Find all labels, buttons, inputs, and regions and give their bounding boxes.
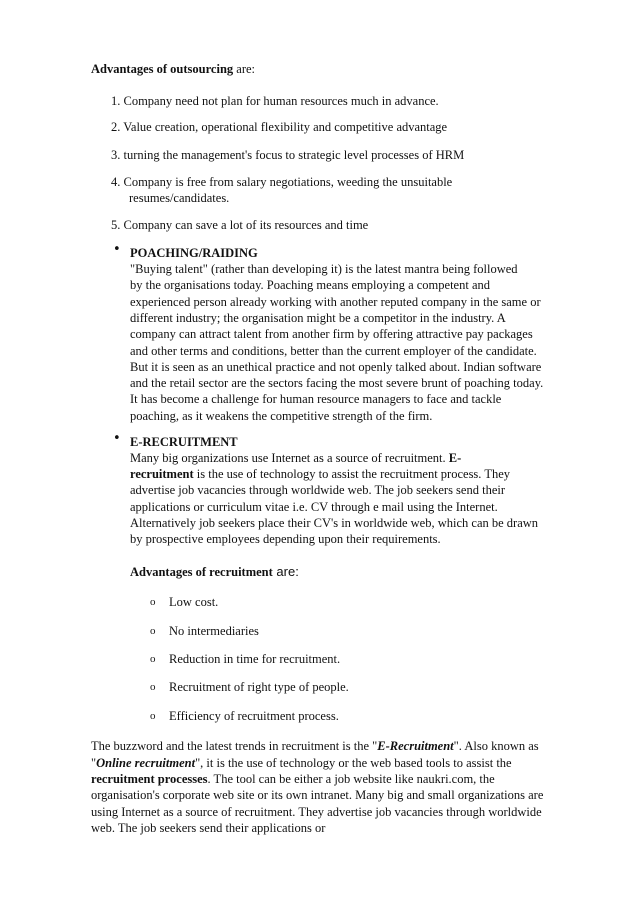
poaching-line: experienced person already working with another reputed company in the same or [130, 295, 541, 309]
closing-line-1c: ". Also known as [453, 739, 539, 753]
poaching-title: POACHING/RAIDING [130, 246, 258, 260]
poaching-line: It has become a challenge for human resource managers to face and tackle [130, 392, 502, 406]
closing-line-2 [91, 755, 512, 772]
closing-line-3a: recruitment processes [91, 772, 208, 786]
outsourcing-point-5: 5. Company can save a lot of its resources and time [111, 218, 369, 232]
sub-bullet: o [150, 625, 156, 637]
recruitment-advantages-heading-rest: are: [272, 564, 299, 579]
recruitment-advantage-item: Low cost. [169, 595, 219, 609]
poaching-line: poaching, as it weakens the competitive strength of the firm. [130, 409, 433, 423]
erecruitment-bullet: • [113, 431, 121, 446]
closing-line-2a: " [91, 756, 97, 770]
recruitment-advantage-item: No intermediaries [169, 624, 259, 638]
closing-line: web. The job seekers send their applications or [91, 821, 326, 835]
closing-line-3 [91, 771, 495, 788]
outsourcing-point-4: 4. Company is free from salary negotiations, weeding the unsuitable [111, 175, 453, 189]
erecruitment-line-2a: recruitment [130, 467, 194, 481]
poaching-line: and other terms and conditions, better than the current employer of the candidate. [130, 344, 537, 358]
closing-line: using Internet as a source of recruitment. They advertise job vacancies through worldwide [91, 805, 542, 819]
erecruitment-line-1a: Many big organizations use Internet as a source of recruitment. [130, 451, 449, 465]
erecruitment-line: applications or curriculum vitae i.e. CV through e mail using the Internet. [130, 500, 498, 514]
outsourcing-point-3: 3. turning the management's focus to strategic level processes of HRM [111, 148, 465, 162]
closing-line-2c: ", it is the use of technology or the web based tools to assist the [195, 756, 512, 770]
closing-line-1a: The buzzword and the latest trends in recruitment is the " [91, 739, 378, 753]
closing-line: organisation's corporate web site or its own intranet. Many big and small organizations are [91, 788, 544, 802]
closing-line-1 [91, 738, 539, 755]
outsourcing-point-4-cont: resumes/candidates. [129, 191, 230, 205]
poaching-line: "Buying talent" (rather than developing it) is the latest mantra being followed [130, 262, 518, 276]
outsourcing-heading-bold: Advantages of outsourcing [91, 62, 234, 76]
outsourcing-heading [91, 61, 255, 78]
erecruitment-line: Alternatively job seekers place their CV's in worldwide web, which can be drawn [130, 516, 539, 530]
sub-bullet: o [150, 710, 156, 722]
recruitment-advantages-heading-bold: Advantages of recruitment [130, 565, 273, 579]
closing-line-1b: E-Recruitment [377, 739, 454, 753]
erecruitment-title: E-RECRUITMENT [130, 435, 238, 449]
poaching-line: different industry; the organisation might be a competitor in the industry. A [130, 311, 506, 325]
recruitment-advantages-heading [130, 563, 299, 581]
erecruitment-line-1 [130, 450, 461, 467]
poaching-line: But it is seen as an unethical practice and not openly talked about. Indian software [130, 360, 542, 374]
outsourcing-point-2: 2. Value creation, operational flexibility and competitive advantage [111, 120, 448, 134]
poaching-line: by the organisations today. Poaching means employing a competent and [130, 278, 490, 292]
poaching-bullet: • [113, 242, 121, 257]
sub-bullet: o [150, 653, 156, 665]
recruitment-advantage-item: Recruitment of right type of people. [169, 680, 349, 694]
erecruitment-line-2 [130, 466, 510, 483]
recruitment-advantage-item: Efficiency of recruitment process. [169, 709, 339, 723]
sub-bullet: o [150, 596, 156, 608]
outsourcing-heading-rest: are: [233, 62, 256, 76]
erecruitment-line: by prospective employees depending upon their requirements. [130, 532, 441, 546]
erecruitment-line-2b: is the use of technology to assist the recruitment process. They [193, 467, 511, 481]
closing-line-2b: Online recruitment [96, 756, 196, 770]
poaching-line: company can attract talent from another firm by offering attractive pay packages [130, 327, 533, 341]
erecruitment-line: advertise job vacancies through worldwide web. The job seekers send their [130, 483, 505, 497]
outsourcing-point-1: 1. Company need not plan for human resources much in advance. [111, 94, 439, 108]
erecruitment-line-1b: E- [448, 451, 462, 465]
closing-line-3b: . The tool can be either a job website like naukri.com, the [207, 772, 495, 786]
recruitment-advantage-item: Reduction in time for recruitment. [169, 652, 341, 666]
poaching-line: and the retail sector are the sectors facing the most severe brunt of poaching today. [130, 376, 544, 390]
sub-bullet: o [150, 681, 156, 693]
